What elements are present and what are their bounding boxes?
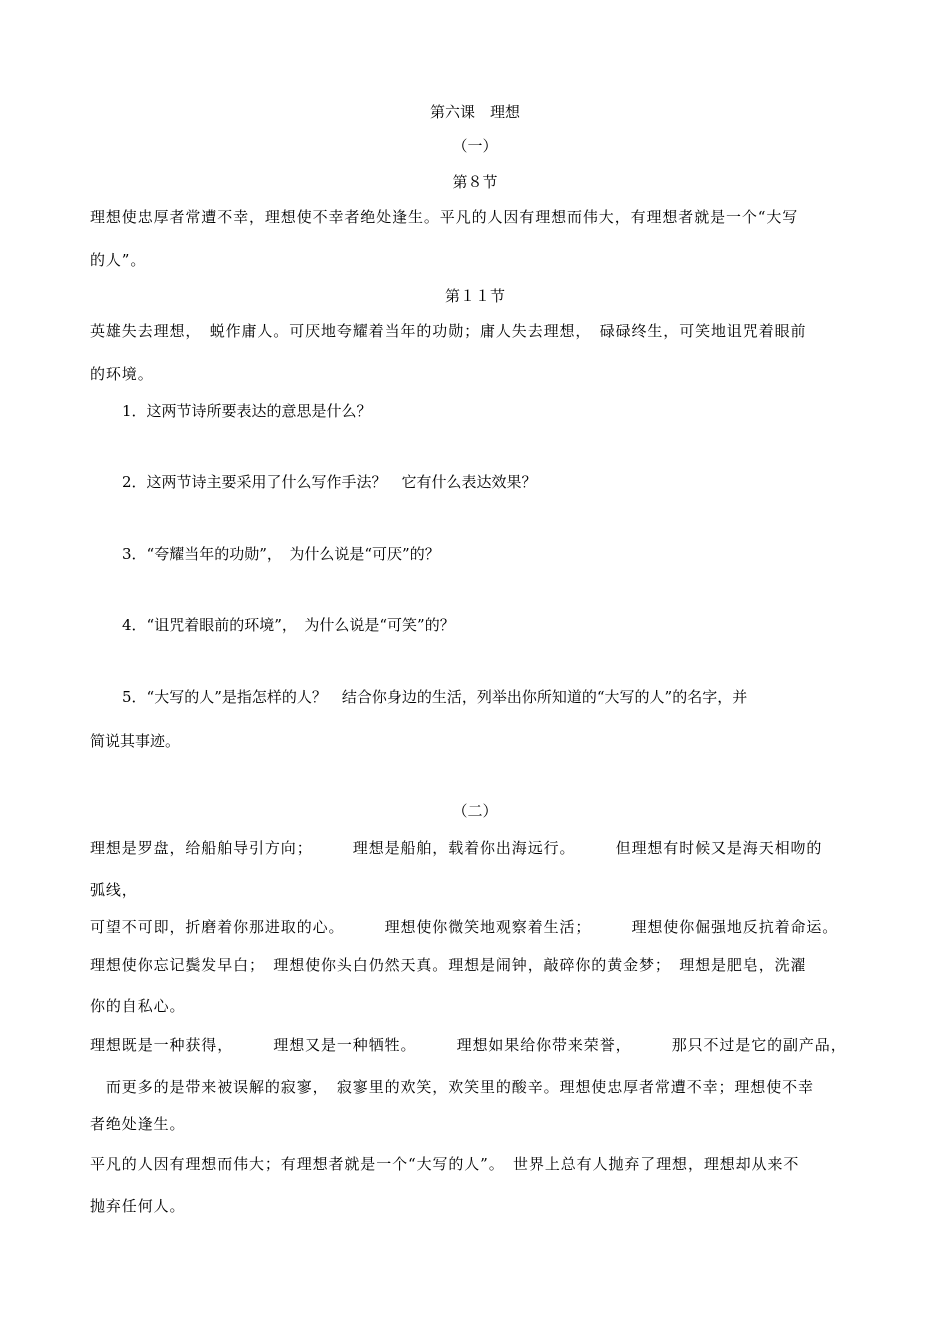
part-two-text-line: 可望不可即，折磨着你那进取的心。 理想使你微笑地观察着生活； 理想使你倔强地反抗着命运。 bbox=[90, 918, 839, 936]
section-8-text-line: 的人”。 bbox=[90, 251, 147, 269]
part-two-text-line: 理想是罗盘，给船舶导引方向； 理想是船舶，载着你出海远行。 但理想有时候又是海天相吻的 bbox=[90, 839, 823, 857]
part-two-text-line: 你的自私心。 bbox=[90, 997, 186, 1015]
part-two-text-line: 抛弃任何人。 bbox=[90, 1197, 186, 1215]
section-8-heading: 第８节 bbox=[452, 173, 498, 191]
part-two-label: （二） bbox=[452, 802, 498, 820]
question-4: 4．“诅咒着眼前的环境”， 为什么说是“可笑”的？ bbox=[122, 616, 455, 634]
section-11-text-line: 英雄失去理想， 蜕作庸人。可厌地夸耀着当年的功勋；庸人失去理想， 碌碌终生，可笑地诅咒着眼前 bbox=[90, 322, 807, 340]
part-two-text-line: 平凡的人因有理想而伟大；有理想者就是一个“大写的人”。 世界上总有人抛弃了理想，理想却从来不 bbox=[90, 1155, 800, 1173]
part-one-label: （一） bbox=[452, 137, 498, 155]
part-two-text-line: 理想既是一种获得， 理想又是一种牺牲。 理想如果给你带来荣誉， 那只不过是它的副产品， bbox=[90, 1036, 847, 1054]
part-two-text-line: 理想使你忘记鬓发早白； 理想使你头白仍然天真。理想是闹钟，敲碎你的黄金梦； 理想是肥皂，洗濯 bbox=[90, 956, 807, 974]
section-8-text-line: 理想使忠厚者常遭不幸，理想使不幸者绝处逢生。平凡的人因有理想而伟大，有理想者就是一个“大写 bbox=[90, 208, 799, 226]
part-two-text-line: 者绝处逢生。 bbox=[90, 1115, 186, 1133]
part-two-text-line: 弧线， bbox=[90, 881, 138, 899]
question-2: 2．这两节诗主要采用了什么写作手法？ 它有什么表达效果？ bbox=[122, 473, 537, 491]
question-1: 1．这两节诗所要表达的意思是什么？ bbox=[122, 402, 372, 420]
part-two-text-line: 而更多的是带来被误解的寂寥， 寂寥里的欢笑，欢笑里的酸辛。理想使忠厚者常遭不幸；理想使不幸 bbox=[90, 1078, 814, 1096]
section-11-heading: 第１１节 bbox=[444, 287, 505, 305]
question-3: 3．“夸耀当年的功勋”， 为什么说是“可厌”的？ bbox=[122, 545, 440, 563]
question-5-continuation: 简说其事迹。 bbox=[90, 732, 181, 750]
section-11-text-line: 的环境。 bbox=[90, 365, 154, 383]
lesson-title: 第六课 理想 bbox=[429, 103, 520, 121]
question-5: 5．“大写的人”是指怎样的人？ 结合你身边的生活，列举出你所知道的“大写的人”的名字，并 bbox=[122, 688, 748, 706]
